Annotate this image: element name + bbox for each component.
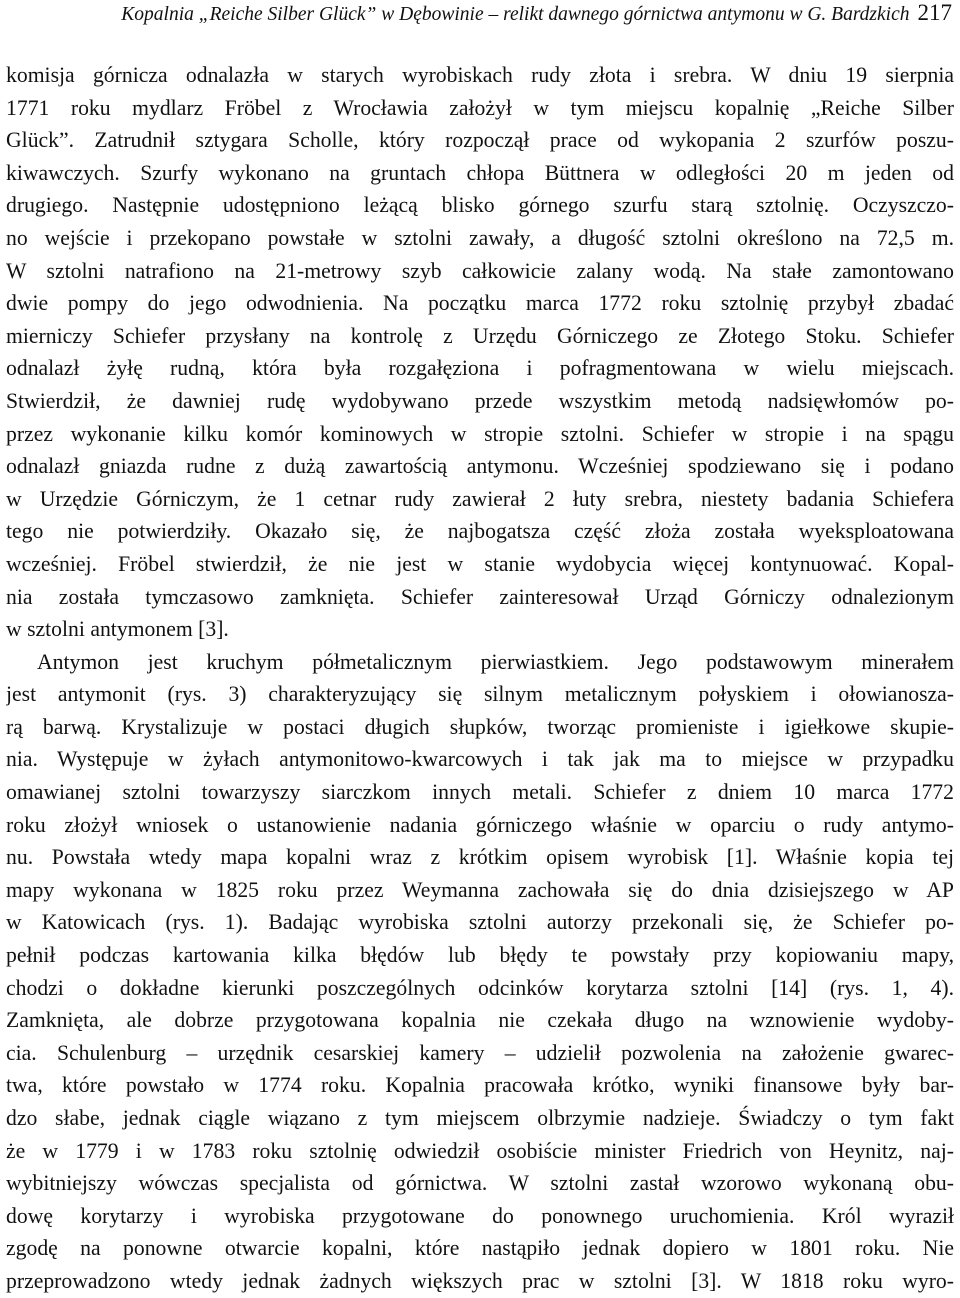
text-line: przeprowadzono wtedy jednak żadnych większych prac w sztolni [3]. W 1818 roku wyro- [6, 1268, 954, 1293]
text-line: Zamknięta, ale dobrze przygotowana kopalnia nie czekała długo na wznowienie wydoby- [6, 1008, 954, 1033]
text-line: dwie pompy do jego odwodnienia. Na początku marca 1772 roku sztolnię przybył zbadać [6, 291, 954, 316]
paragraph-2 [6, 646, 954, 1298]
text-line: nu. Powstała wtedy mapa kopalni wraz z krótkim opisem wyrobisk [1]. Właśnie kopia tej [6, 845, 954, 870]
text-line: dowę korytarzy i wyrobiska przygotowane do ponownego uruchomienia. Król wyraził [6, 1203, 954, 1228]
text-line: no wejście i przekopano powstałe w sztolni zawały, a długość sztolni określono na 72,5 m. [6, 225, 954, 250]
text-line: nia została tymczasowo zamknięta. Schiefer zainteresował Urząd Górniczy odnalezionym [6, 584, 954, 609]
text-line: komisja górnicza odnalazła w starych wyrobiskach rudy złota i srebra. W dniu 19 sierpnia [6, 63, 954, 87]
page-number: 217 [917, 0, 952, 25]
running-title: Kopalnia „Reiche Silber Glück” w Dębowinie – relikt dawnego górnictwa antymonu w G. Bardzkich [121, 4, 910, 25]
text-line: w sztolni antymonem [3]. [6, 617, 229, 642]
text-line: jest antymonit (rys. 3) charakteryzujący się silnym metalicznym połyskiem i ołowianosza- [6, 682, 954, 707]
text-line: że w 1779 i w 1783 roku sztolnię odwiedził osobiście minister Friedrich von Heynitz, naj- [6, 1138, 954, 1163]
text-line: roku złożył wniosek o ustanowienie nadania górniczego właśnie w oparciu o rudy antymo- [6, 812, 954, 837]
text-line: pełnił podczas kartowania kilka błędów lub błędy te powstały przy kopiowaniu mapy, [6, 943, 954, 968]
text-line: 1771 roku mydlarz Fröbel z Wrocławia założył w tym miejscu kopalnię „Reiche Silber [6, 95, 954, 120]
text-line: Antymon jest kruchym półmetalicznym pierwiastkiem. Jego podstawowym minerałem [37, 649, 954, 674]
text-line: Glück”. Zatrudnił sztygara Scholle, który rozpoczął prace od wykopania 2 szurfów poszu- [6, 128, 954, 153]
text-line: omawianej sztolni towarzyszy siarczkom innych metali. Schiefer z dniem 10 marca 1772 [6, 780, 954, 805]
text-line: chodzi o dokładne kierunki poszczególnych odcinków korytarza sztolni [14] (rys. 1, 4). [6, 975, 954, 1000]
text-line: mapy wykonana w 1825 roku przez Weymanna zachowała się do dnia dzisiejszego w AP [6, 877, 954, 902]
text-line: zgodę na ponowne otwarcie kopalni, które nastąpiło jednak dopiero w 1801 roku. Nie [6, 1236, 954, 1261]
text-line: wcześniej. Fröbel stwierdził, że nie jest w stanie wydobycia więcej kontynuować. Kopal- [6, 551, 954, 576]
running-header [6, 0, 952, 36]
paragraph-1 [6, 59, 954, 646]
text-line: Stwierdził, że dawniej rudę wydobywano przede wszystkim metodą nadsięwłomów po- [6, 388, 954, 413]
text-line: kiwawczych. Szurfy wykonano na gruntach chłopa Büttnera w odległości 20 m jeden od [6, 160, 954, 185]
text-line: nia. Występuje w żyłach antymonitowo-kwarcowych i tak jak ma to miejsce w przypadku [6, 747, 954, 772]
text-line: w Urzędzie Górniczym, że 1 cetnar rudy zawierał 2 łuty srebra, niestety badania Schiefera [6, 486, 954, 511]
text-line: twa, które powstało w 1774 roku. Kopalnia pracowała krótko, wyniki finansowe były bar- [6, 1073, 954, 1098]
text-line: wybitniejszy wówczas specjalista od górnictwa. W sztolni zastał wzorowo wykonaną obu- [6, 1171, 954, 1196]
text-line: odnalazł gniazda rudne z dużą zawartością antymonu. Wcześniej spodziewano się i podano [6, 454, 954, 479]
text-line: drugiego. Następnie udostępniono leżącą blisko górnego szurfu starą sztolnię. Oczyszczo- [6, 193, 954, 218]
body-text [6, 59, 954, 1298]
text-line: cia. Schulenburg – urzędnik cesarskiej kamery – udzielił pozwolenia na założenie gwarec- [6, 1040, 954, 1065]
text-line: rą barwą. Krystalizuje w postaci długich słupków, tworząc promieniste i igiełkowe skupie- [6, 714, 954, 739]
text-line: dzo słabe, jednak ciągle wiązano z tym miejscem olbrzymie nadzieje. Świadczy o tym fakt [6, 1106, 954, 1130]
text-line: tego nie potwierdziły. Okazało się, że najbogatsza część złoża została wyeksploatowana [6, 519, 954, 544]
text-line: przez wykonanie kilku komór kominowych w stropie sztolni. Schiefer w stropie i na spągu [6, 421, 954, 446]
text-line: odnalazł żyłę rudną, która była rozgałęziona i pofragmentowana w wielu miejscach. [6, 356, 954, 381]
text-line: w Katowicach (rys. 1). Badając wyrobiska sztolni autorzy przekonali się, że Schiefer po- [6, 910, 954, 935]
text-line: W sztolni natrafiono na 21-metrowy szyb całkowicie zalany wodą. Na stałe zamontowano [6, 258, 954, 283]
text-line: mierniczy Schiefer przysłany na kontrolę z Urzędu Górniczego ze Złotego Stoku. Schiefer [6, 323, 954, 348]
